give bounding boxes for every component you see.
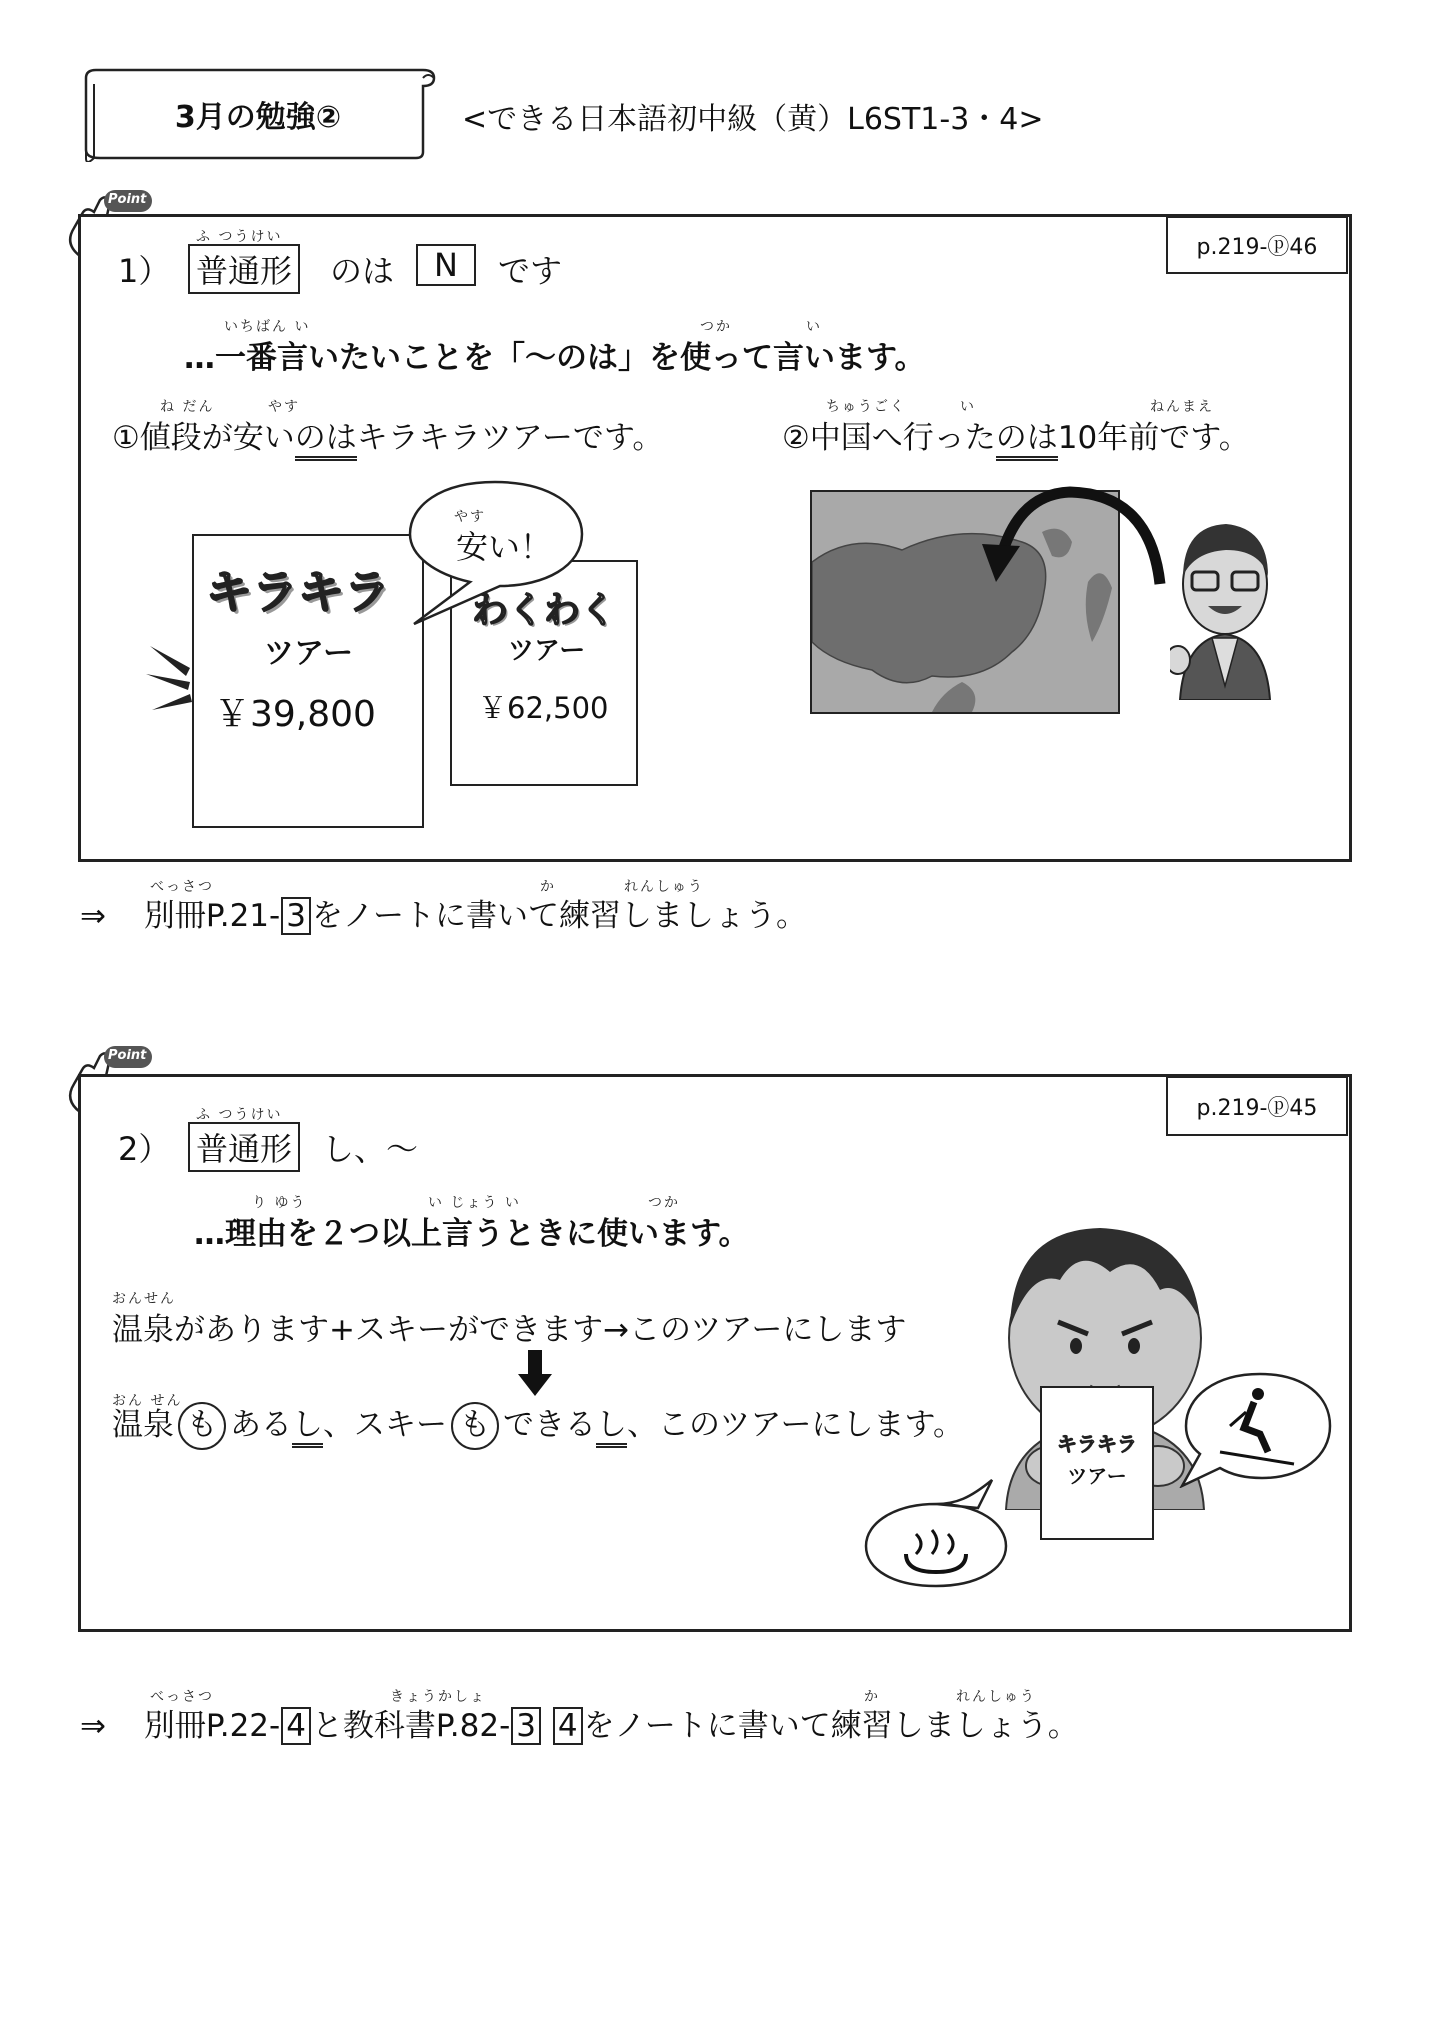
example-shi [112,1402,964,1450]
section2-number: 2） [118,1130,171,1168]
textbook-reference: <できる日本語初中級（黄）L6ST1-3・4> [462,102,1044,137]
instr1-ruby-1: べっさつ [150,879,214,895]
section2-form-ruby: ふ つうけい [196,1107,283,1123]
ex1-ruby-2: やす [268,399,300,415]
section1-number: 1） [118,252,171,290]
bubble-text: 安い！ [456,528,553,566]
curved-arrow-icon [980,484,1180,598]
explain2-ruby-3: つか [648,1195,680,1211]
section1-explanation: …一番言いたいことを「～のは」を使って言います。 [184,340,926,376]
example-combination: 温泉があります+スキーができます→このツアーにします [112,1312,907,1348]
speech-bubble-cheap [400,476,590,626]
explain2-ruby-2: い じょう い [428,1195,521,1211]
instr1-ruby-3: れんしゅう [624,879,704,895]
explain1-ruby-1: いちばん い [224,319,311,335]
section1-form-box: 普通形 [188,244,300,294]
emphasis-lines-icon [146,640,196,724]
explain1-ruby-3: い [806,319,822,335]
instr2-arrow: ⇒ [80,1708,106,1744]
instr2-text-a: 別冊P.22- [143,1708,281,1744]
line1-ruby: おんせん [112,1291,176,1307]
explain1-ruby-2: つか [700,319,732,335]
example1 [112,412,663,457]
teacher-illustration [1170,510,1280,704]
instr1-text-a: 別冊P.21- [143,898,281,934]
point-label-2: Point [108,1048,147,1063]
ex2-ruby-1: ちゅうごく [826,399,906,415]
line2-ruby: おん せん [112,1393,183,1409]
bubble-ruby: やす [454,509,486,525]
shi-emphasis-2: し [596,1407,627,1448]
instr1-ruby-2: か [540,879,556,895]
instr2-num-1: 4 [281,1707,311,1745]
instr1-num: 3 [281,897,311,935]
tour-card-kirakira [192,534,424,828]
section2-page-ref: p.219-ⓟ45 [1166,1076,1348,1136]
ex1-ruby-1: ね だん [160,399,215,415]
title-scroll [78,66,438,162]
card2-price: ￥62,500 [478,691,609,725]
page-title: 3月の勉強② [174,100,342,135]
ex2-ruby-2: い [960,399,976,415]
example2-pre: ②中国へ行った [782,420,996,456]
example1-pre: ①値段が安い [112,420,295,456]
section1-end: です [498,252,563,290]
hot-spring-bubble [860,1478,1020,1592]
section2-form-box: 普通形 [188,1122,300,1172]
card2-sub: ツアー [508,636,586,666]
section1-page-ref: p.219-ⓟ46 [1166,216,1348,274]
section2-explanation: …理由を２つ以上言うときに使います。 [194,1216,750,1252]
shi-emphasis-1: し [292,1407,323,1448]
sign-line2: ツアー [1067,1464,1127,1488]
down-arrow-icon [518,1350,552,1402]
circled-mo-1: も [178,1402,226,1450]
instr2-ruby-1: べっさつ [150,1689,214,1705]
instr2-num-3: 4 [553,1707,583,1745]
instr2-ruby-4: れんしゅう [956,1689,1036,1705]
card2-title: わくわく [472,590,617,631]
sign-line1: キラキラ [1057,1432,1137,1456]
ex2-ruby-3: ねんまえ [1150,399,1214,415]
line2-a: 温泉 [112,1407,174,1443]
line2-c: 、スキー [323,1407,447,1443]
section1-form-ruby: ふ つうけい [196,229,283,245]
line2-b: ある [230,1407,292,1443]
example2-emphasis: のは [996,420,1058,461]
section1-n-box: N [416,244,476,286]
tour-sign [1040,1386,1154,1540]
example1-post: キラキラツアーです。 [356,420,664,456]
instr2-text-b: と教科書P.82- [311,1708,511,1744]
card1-sub: ツアー [264,636,354,671]
example2-post: 10年前です。 [1057,420,1250,456]
instr1-text-b: をノートに書いて練習しましょう。 [311,898,808,934]
instruction1 [80,890,807,935]
skier-bubble [1174,1368,1334,1492]
example1-emphasis: のは [295,420,357,461]
instr2-ruby-3: か [864,1689,880,1705]
card1-title: キラキラ [206,565,390,619]
instruction2 [80,1700,1079,1745]
section2-end: し、～ [322,1130,419,1168]
point-label: Point [108,192,147,207]
instr2-num-2: 3 [511,1707,541,1745]
example2 [782,412,1250,457]
line2-d: できる [503,1407,596,1443]
instr2-text-c: をノートに書いて練習しましょう。 [583,1708,1079,1744]
instr1-arrow: ⇒ [80,898,106,934]
section1-mid: のは [330,252,395,290]
line2-e: 、このツアーにします。 [627,1407,964,1443]
instr2-ruby-2: きょうかしょ [390,1689,486,1705]
card1-price: ￥39,800 [214,694,376,735]
explain2-ruby-1: り ゆう [252,1195,307,1211]
circled-mo-2: も [451,1402,499,1450]
